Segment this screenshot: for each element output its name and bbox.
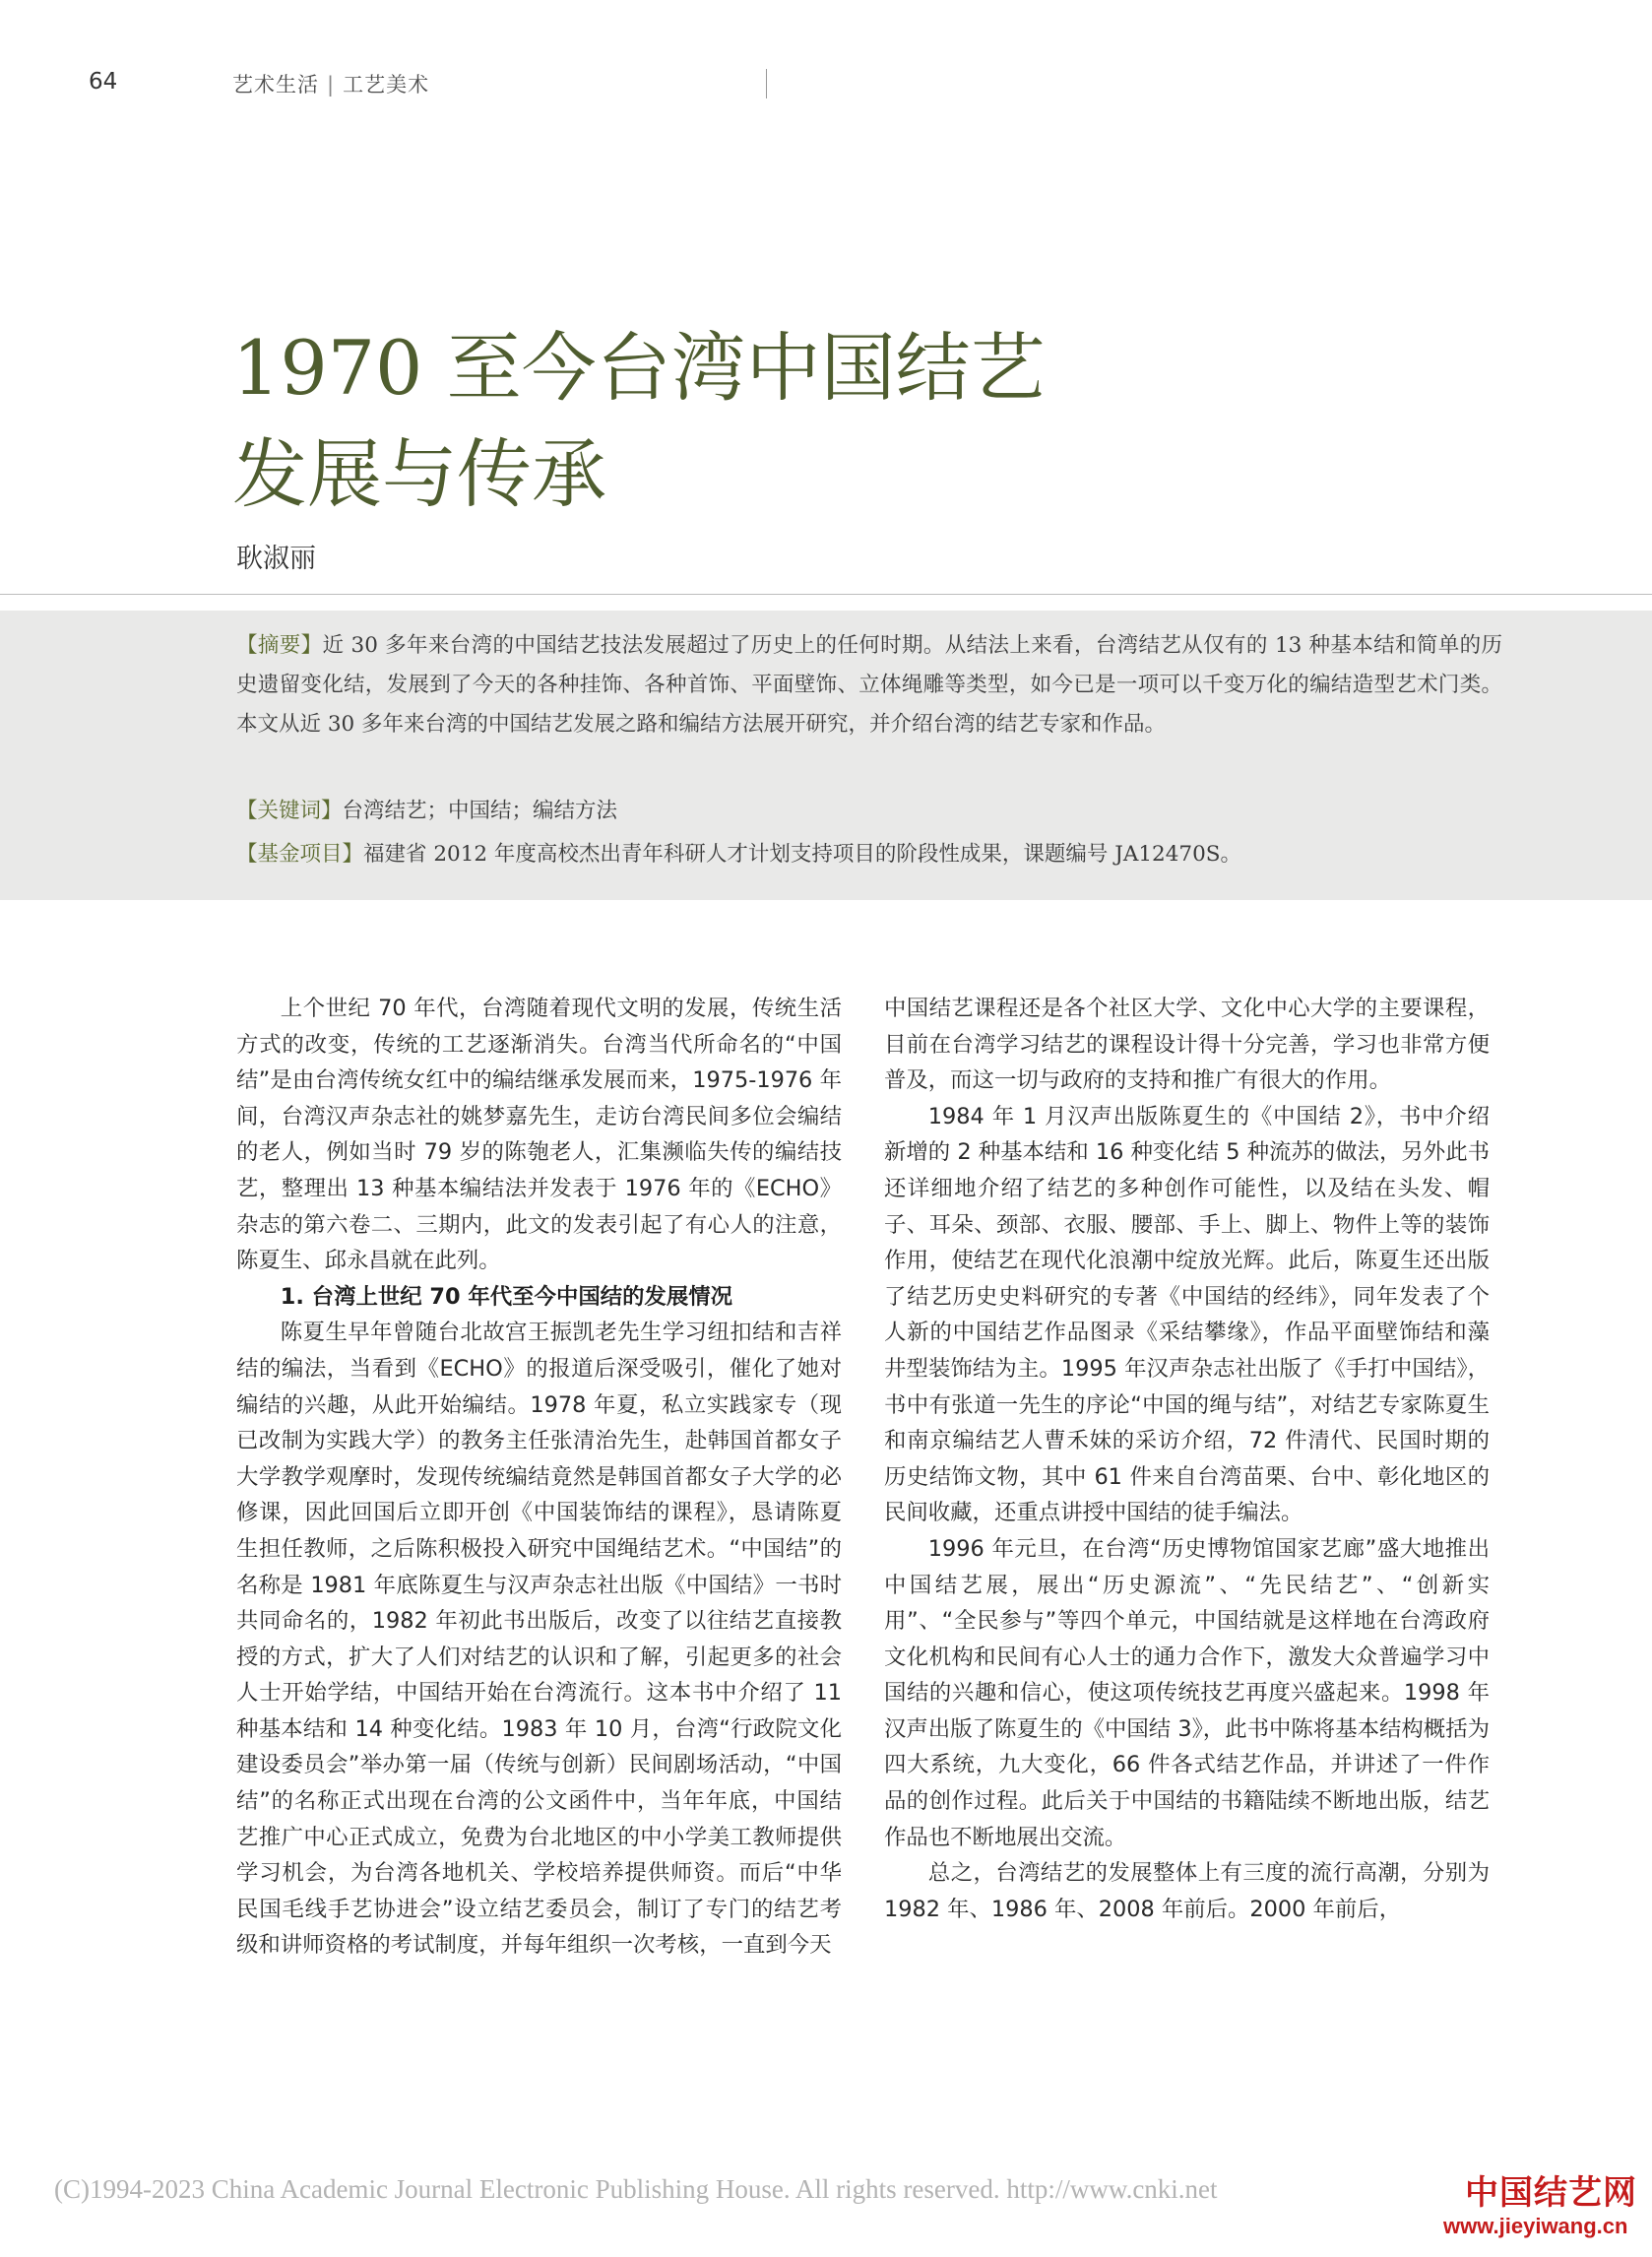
abstract-box [0,611,1652,900]
title-divider [0,594,1652,595]
title-line-2: 发展与传承 [232,430,606,518]
page-number: 64 [89,69,118,95]
header-divider [766,69,767,98]
copyright-notice: (C)1994-2023 China Academic Journal Electronic Publishing House. All rights reserved. http://www.cnki.net [54,2174,1218,2204]
keywords-label: 【关键词】 [236,799,343,823]
abstract-label: 【摘要】 [236,633,323,658]
keywords-paragraph [236,792,1502,831]
abstract-text: 近 30 多年来台湾的中国结艺技法发展超过了历史上的任何时期。从结法上来看，台湾结艺从仅有的 13 种基本结和简单的历史遗留变化结，发展到了今天的各种挂饰、各种首饰、平面壁饰、立体绳雕等类型，如今已是一项可以千变万化的编结造型艺术门类。本文从近 30 多年来台湾的中国结艺发展之路和编结方法展开研究，并介绍台湾的结艺专家和作品。 [236,633,1502,737]
section-heading: 1. 台湾上世纪 70 年代至今中国结的发展情况 [280,1283,733,1310]
body-paragraph-continued: 中国结艺课程还是各个社区大学、文化中心大学的主要课程，目前在台湾学习结艺的课程设计得十分完善，学习也非常方便普及，而这一切与政府的支持和推广有很大的作用。 [884,996,1490,1094]
body-paragraph: 1984 年 1 月汉声出版陈夏生的《中国结 2》，书中介绍新增的 2 种基本结和 16 种变化结 5 种流苏的做法，另外此书还详细地介绍了结艺的多种创作可能性，以及结在头发、帽子、耳朵、颈部、衣服、腰部、手上、脚上、物件上等的装饰作用，使结艺在现代化浪潮中绽放光辉。此后，陈夏生还出版了结艺历史史料研究的专著《中国结的经纬》，同年发表了个人新的中国结艺作品图录《采结攀缘》，作品平面壁饰结和藻井型装饰结为主。1995 年汉声杂志社出版了《手打中国结》，书中有张道一先生的序论“中国的绳与结”，对结艺专家陈夏生和南京编结艺人曹禾妹的采访介绍，72 件清代、民国时期的历史结饰文物，其中 61 件来自台湾苗栗、台中、彰化地区的民间收藏，还重点讲授中国结的徒手编法。 [884,1103,1490,1526]
page-header [0,69,1652,108]
fund-label: 【基金项目】 [236,842,364,867]
keywords-text: 台湾结艺；中国结；编结方法 [342,799,618,823]
body-paragraph: 上个世纪 70 年代，台湾随着现代文明的发展，传统生活方式的改变，传统的工艺逐渐消失。台湾当代所命名的“中国结”是由台湾传统女红中的编结继承发展而来，1975-1976 年间，台湾汉声杂志社的姚梦嘉先生，走访台湾民间多位会编结的老人，例如当时 79 岁的陈匏老人，汇集濒临失传的编结技艺，整理出 13 种基本编结法并发表于 1976 年的《ECHO》杂志的第六卷二、三期内，此文的发表引起了有心人的注意，陈夏生、邱永昌就在此列。 [236,996,842,1274]
article-title [232,315,1046,528]
body-column-right [884,991,1490,1927]
title-line-1: 1970 至今台湾中国结艺 [232,324,1046,412]
body-paragraph: 陈夏生早年曾随台北故宫王振凯老先生学习纽扣结和吉祥结的编法，当看到《ECHO》的报道后深受吸引，催化了她对编结的兴趣，从此开始编结。1978 年夏，私立实践家专（现已改制为实践大学）的教务主任张清治先生，赴韩国首都女子大学教学观摩时，发现传统编结竟然是韩国首都女子大学的必修课，因此回国后立即开创《中国装饰结的课程》，恳请陈夏生担任教师，之后陈积极投入研究中国绳结艺术。“中国结”的名称是 1981 年底陈夏生与汉声杂志社出版《中国结》一书时共同命名的，1982 年初此书出版后，改变了以往结艺直接教授的方式，扩大了人们对结艺的认识和了解，引起更多的社会人士开始学结，中国结开始在台湾流行。这本书中介绍了 11 种基本结和 14 种变化结。1983 年 10 月，台湾“行政院文化建设委员会”举办第一届（传统与创新）民间剧场活动，“中国结”的名称正式出现在台湾的公文函件中，当年年底，中国结艺推广中心正式成立，免费为台北地区的中小学美工教师提供学习机会，为台湾各地机关、学校培养提供师资。而后“中华民国毛线手艺协进会”设立结艺委员会，制订了专门的结艺考级和讲师资格的考试制度，并每年组织一次考核，一直到今天 [236,1320,842,1959]
brand-url[interactable]: www.jieyiwang.cn [1443,2214,1628,2238]
section-separator: | [327,73,336,97]
brand-logo: 中国结艺网 [1465,2173,1637,2213]
subsection-name: 工艺美术 [343,73,430,97]
fund-paragraph [236,835,1502,874]
body-paragraph: 1996 年元旦，在台湾“历史博物馆国家艺廊”盛大地推出中国结艺展，展出“历史源流”、“先民结艺”、“创新实用”、“全民参与”等四个单元，中国结就是这样地在台湾政府文化机构和民间有心人士的通力合作下，激发大众普遍学习中国结的兴趣和信心，使这项传统技艺再度兴盛起来。1998 年汉声出版了陈夏生的《中国结 3》，此书中陈将基本结构概括为四大系统，九大变化，66 件各式结艺作品，并讲述了一件作品的创作过程。此后关于中国结的书籍陆续不断地出版，结艺作品也不断地展出交流。 [884,1535,1490,1850]
section-label [232,69,429,98]
abstract-paragraph [236,626,1502,744]
section-name: 艺术生活 [232,73,319,97]
body-column-left [236,991,842,1964]
author-name: 耿淑丽 [236,544,316,574]
fund-text: 福建省 2012 年度高校杰出青年科研人才计划支持项目的阶段性成果，课题编号 JA12470S。 [363,842,1242,867]
body-paragraph: 总之，台湾结艺的发展整体上有三度的流行高潮，分别为 1982 年、1986 年、2008 年前后。2000 年前后， [884,1860,1490,1922]
